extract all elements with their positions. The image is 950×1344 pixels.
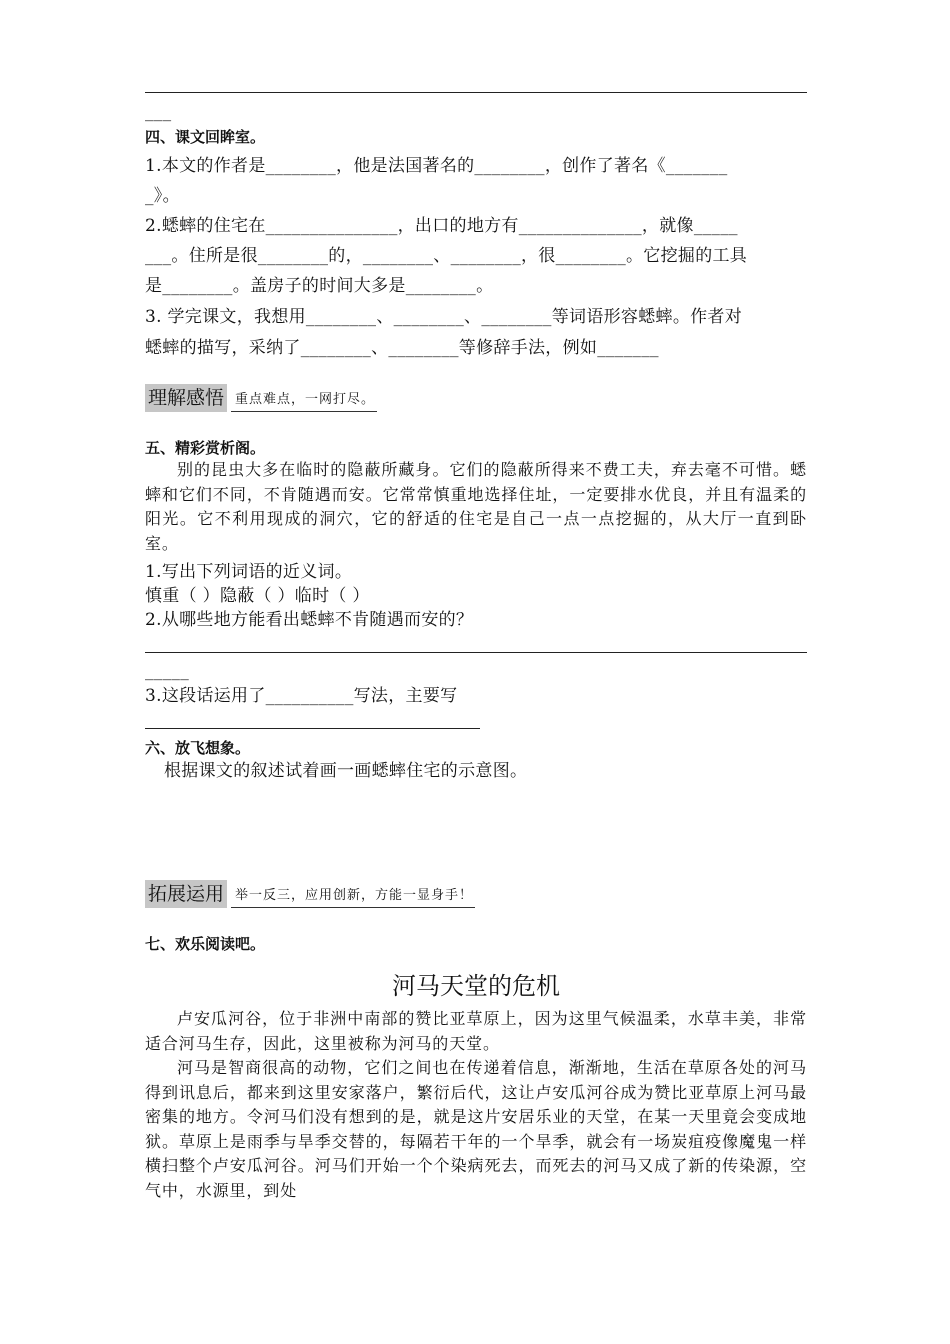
section4-q3-line2: 蟋蟀的描写，采纳了________、________等修辞手法，例如_______	[145, 338, 659, 358]
tag-note: 举一反三，应用创新，方能一显身手！	[231, 887, 475, 908]
tag-label: 理解感悟	[145, 384, 227, 412]
article-paragraph-1: 卢安瓜河谷，位于非洲中南部的赞比亚草原上，因为这里气候温柔，水草丰美，非常适合河马生存，因此，这里被称为河马的天堂。	[145, 1009, 807, 1053]
answer-line	[145, 728, 480, 729]
section5-q2-tail: _____	[145, 661, 189, 681]
section5-q1: 1.写出下列词语的近义词。	[145, 562, 353, 582]
section5-q2: 2.从哪些地方能看出蟋蟀不肯随遇而安的？	[145, 610, 474, 630]
section5-q1-items: 慎重（ ）隐蔽（ ）临时（ ）	[145, 586, 370, 606]
section5-q3: 3.这段话运用了__________写法，主要写	[145, 686, 458, 706]
article-title: 河马天堂的危机	[392, 972, 560, 1000]
tag-label: 拓展运用	[145, 880, 227, 908]
section6-prompt: 根据课文的叙述试着画一画蟋蟀住宅的示意图。	[164, 761, 528, 781]
section4-q2-line1: 2.蟋蟀的住宅在_______________，出口的地方有______________，就像_____	[145, 216, 738, 236]
section4-q2-line3: 是________。盖房子的时间大多是________。	[145, 276, 494, 296]
answer-line	[145, 92, 807, 93]
article-paragraph-2: 河马是智商很高的动物，它们之间也在传递着信息，渐渐地，生活在草原各处的河马得到讯息后，都来到这里安家落户，繁衍后代，这让卢安瓜河谷成为赞比亚草原上河马最密集的地方。令河马们没有想到的是，就是这片安居乐业的天堂，在某一天里竟会变成地狱。草原上是雨季与旱季交替的，每隔若干年的一个旱季，就会有一场炭疽疫像魔鬼一样横扫整个卢安瓜河谷。河马们开始一个个染病死去，而死去的河马又成了新的传染源，空气中，水源里，到处	[145, 1058, 807, 1200]
section4-heading: 四、课文回眸室。	[145, 128, 266, 146]
section4-q1-line2: _》。	[145, 186, 180, 206]
section5-passage: 别的昆虫大多在临时的隐蔽所藏身。它们的隐蔽所得来不费工夫，弃去毫不可惜。蟋蟀和它们不同，不肯随遇而安。它常常慎重地选择住址，一定要排水优良，并且有温柔的阳光。它不利用现成的洞穴，它的舒适的住宅是自己一点一点挖掘的，从大厅一直到卧室。	[145, 460, 807, 553]
worksheet-page	[145, 0, 807, 1344]
section4-q2-line2: ___。住所是很________的，________、________，很________。它挖掘的工具	[145, 246, 748, 266]
section6-heading: 六、放飞想象。	[145, 739, 251, 757]
answer-line-tail: ___	[145, 102, 172, 122]
section-tag-understanding	[145, 384, 377, 412]
answer-line	[145, 652, 807, 653]
section4-q3-line1: 3. 学完课文，我想用________、________、________等词语形容蟋蟀。作者对	[145, 307, 743, 327]
tag-note: 重点难点，一网打尽。	[231, 391, 377, 412]
section4-q1-line1: 1.本文的作者是________，他是法国著名的________，创作了著名《_______	[145, 156, 728, 176]
section-tag-extension	[145, 880, 475, 908]
section7-heading: 七、欢乐阅读吧。	[145, 935, 266, 953]
section5-heading: 五、精彩赏析阁。	[145, 439, 266, 457]
